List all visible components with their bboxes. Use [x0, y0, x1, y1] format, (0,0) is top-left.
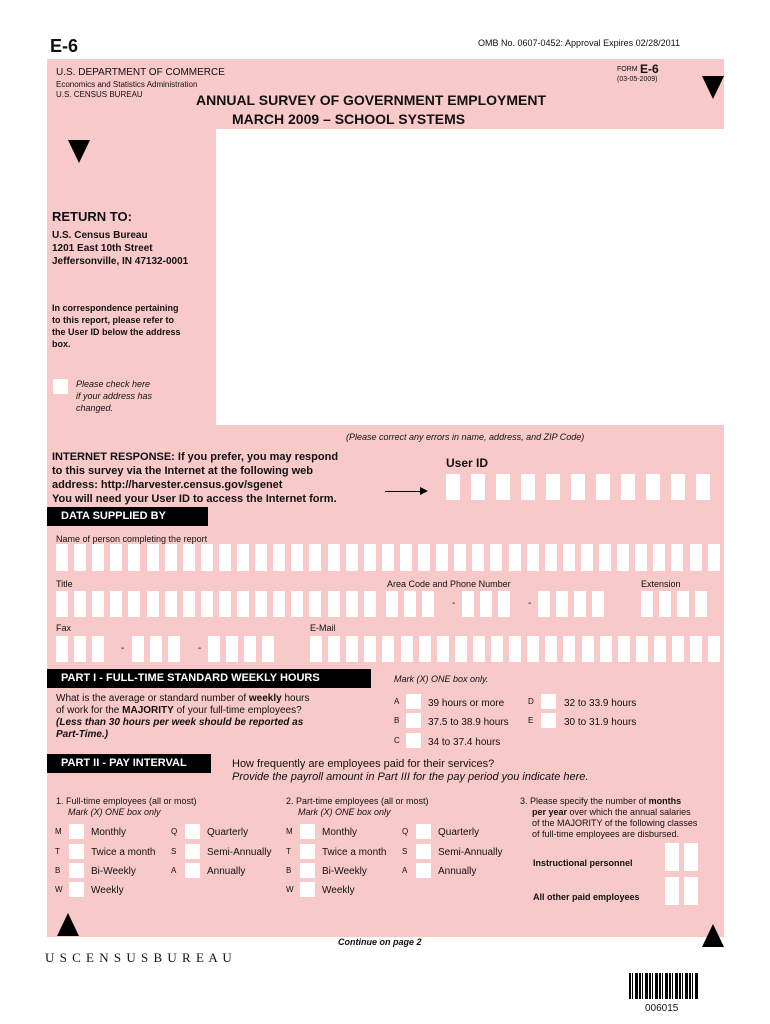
name-char-box[interactable]: [472, 544, 484, 571]
fulltime-quarterly-checkbox[interactable]: [185, 824, 200, 839]
fulltime-twice-a-month-checkbox[interactable]: [69, 844, 84, 859]
option-code: A: [394, 697, 400, 706]
title-char-box[interactable]: [309, 591, 321, 617]
hours-option-d-checkbox[interactable]: [541, 694, 556, 709]
pay-option-label: Quarterly: [438, 827, 480, 838]
user-id-char-box[interactable]: [646, 474, 660, 500]
pay-option-code: W: [286, 885, 294, 894]
name-char-box[interactable]: [237, 544, 249, 571]
name-char-box[interactable]: [653, 544, 665, 571]
fulltime-semi-annually-checkbox[interactable]: [185, 844, 200, 859]
name-char-box[interactable]: [563, 544, 575, 571]
name-char-box[interactable]: [671, 544, 683, 571]
email-char-box[interactable]: [672, 636, 684, 662]
title-char-box[interactable]: [273, 591, 285, 617]
instructional-months-digit-2[interactable]: [684, 843, 698, 871]
survey-title: ANNUAL SURVEY OF GOVERNMENT EMPLOYMENT: [196, 92, 547, 108]
correspondence-3: the User ID below the address: [52, 327, 181, 337]
user-id-char-box[interactable]: [521, 474, 535, 500]
col2-sub: Mark (X) ONE box only: [298, 807, 391, 817]
phone-char-box[interactable]: [592, 591, 604, 617]
user-id-label: User ID: [446, 456, 489, 470]
fulltime-monthly-checkbox[interactable]: [69, 824, 84, 839]
pay-option-code: S: [402, 847, 408, 856]
name-char-box[interactable]: [382, 544, 394, 571]
email-char-box[interactable]: [545, 636, 557, 662]
email-char-box[interactable]: [437, 636, 449, 662]
email-char-box[interactable]: [473, 636, 485, 662]
name-char-box[interactable]: [328, 544, 340, 571]
phone-char-box[interactable]: [480, 591, 492, 617]
phone-char-box[interactable]: [386, 591, 398, 617]
part2-question: How frequently are employees paid for their services?: [232, 758, 495, 770]
hours-option-b-checkbox[interactable]: [406, 713, 421, 728]
hours-option-label: 37.5 to 38.9 hours: [428, 717, 509, 728]
email-char-box[interactable]: [455, 636, 467, 662]
name-char-box[interactable]: [490, 544, 502, 571]
agency-esa: Economics and Statistics Administration: [56, 80, 198, 89]
email-char-box[interactable]: [346, 636, 358, 662]
name-char-box[interactable]: [165, 544, 177, 571]
name-char-box[interactable]: [219, 544, 231, 571]
extension-char-box[interactable]: [641, 591, 653, 617]
internet-line-2: to this survey via the Internet at the following web: [52, 465, 313, 477]
fax-char-box[interactable]: [74, 636, 86, 662]
name-char-box[interactable]: [201, 544, 213, 571]
other-months-digit-2[interactable]: [684, 877, 698, 905]
email-char-box[interactable]: [364, 636, 376, 662]
title-label: Title: [56, 579, 73, 589]
pay-option-code: Q: [402, 827, 409, 836]
correspondence-4: box.: [52, 339, 71, 349]
extension-char-box[interactable]: [677, 591, 689, 617]
phone-dash: -: [528, 598, 532, 609]
email-char-box[interactable]: [708, 636, 720, 662]
parttime-weekly-checkbox[interactable]: [300, 882, 315, 897]
correspondence-2: to this report, please refer to: [52, 315, 175, 325]
internet-line-1: INTERNET RESPONSE: If you prefer, you may respond: [52, 451, 339, 463]
data-supplied-heading: DATA SUPPLIED BY: [47, 507, 208, 526]
fax-char-box[interactable]: [56, 636, 68, 662]
pay-option-label: Twice a month: [322, 847, 387, 858]
col2-title: 2. Part-time employees (all or most): [286, 796, 429, 806]
title-char-box[interactable]: [56, 591, 68, 617]
title-char-box[interactable]: [255, 591, 267, 617]
email-char-box[interactable]: [328, 636, 340, 662]
name-char-box[interactable]: [454, 544, 466, 571]
form-code: E-6: [50, 36, 79, 56]
fax-char-box[interactable]: [132, 636, 144, 662]
fulltime-annually-checkbox[interactable]: [185, 863, 200, 878]
title-char-box[interactable]: [92, 591, 104, 617]
pay-option-code: M: [286, 827, 293, 836]
user-id-char-box[interactable]: [471, 474, 485, 500]
return-line-3: Jeffersonville, IN 47132-0001: [52, 256, 189, 267]
user-id-char-box[interactable]: [571, 474, 585, 500]
title-char-box[interactable]: [74, 591, 86, 617]
address-changed-checkbox[interactable]: [53, 379, 68, 394]
registration-arrow-icon: [68, 140, 90, 163]
email-char-box[interactable]: [527, 636, 539, 662]
continue-note: Continue on page 2: [338, 937, 422, 947]
parttime-bi-weekly-checkbox[interactable]: [300, 863, 315, 878]
name-char-box[interactable]: [291, 544, 303, 571]
phone-dash: -: [452, 598, 456, 609]
name-char-box[interactable]: [545, 544, 557, 571]
col3-line-1: 3. Please specify the number of months: [520, 796, 682, 806]
email-label: E-Mail: [310, 623, 336, 633]
pay-option-label: Bi-Weekly: [322, 866, 367, 877]
internet-line-4: You will need your User ID to access the Internet form.: [52, 493, 337, 505]
option-code: D: [528, 697, 534, 706]
name-char-box[interactable]: [581, 544, 593, 571]
col1-title: 1. Full-time employees (all or most): [56, 796, 197, 806]
user-id-char-box[interactable]: [546, 474, 560, 500]
name-char-box[interactable]: [617, 544, 629, 571]
pay-option-label: Weekly: [91, 885, 124, 896]
fax-char-box[interactable]: [262, 636, 274, 662]
email-char-box[interactable]: [563, 636, 575, 662]
name-char-box[interactable]: [92, 544, 104, 571]
pay-option-label: Monthly: [91, 827, 127, 838]
part1-question-2: of work for the MAJORITY of your full-time employees?: [56, 705, 302, 716]
registration-arrow-icon: [702, 76, 724, 99]
name-char-box[interactable]: [110, 544, 122, 571]
name-char-box[interactable]: [346, 544, 358, 571]
hours-option-label: 32 to 33.9 hours: [564, 698, 637, 709]
name-char-box[interactable]: [400, 544, 412, 571]
name-char-box[interactable]: [255, 544, 267, 571]
arrow-head-icon: [420, 487, 428, 495]
fax-char-box[interactable]: [226, 636, 238, 662]
title-char-box[interactable]: [291, 591, 303, 617]
user-id-char-box[interactable]: [671, 474, 685, 500]
option-code: B: [394, 716, 400, 725]
phone-char-box[interactable]: [462, 591, 474, 617]
title-char-box[interactable]: [128, 591, 140, 617]
hours-option-a-checkbox[interactable]: [406, 694, 421, 709]
internet-line-3: address: http://harvester.census.gov/sgenet: [52, 479, 283, 491]
address-change-3: changed.: [76, 403, 114, 413]
pay-option-code: Q: [171, 827, 178, 836]
registration-arrow-icon: [57, 913, 79, 936]
extension-label: Extension: [641, 579, 681, 589]
name-char-box[interactable]: [509, 544, 521, 571]
email-char-box[interactable]: [401, 636, 413, 662]
hours-option-e-checkbox[interactable]: [541, 713, 556, 728]
part1-question-1: What is the average or standard number of weekly hours: [56, 693, 310, 704]
phone-char-box[interactable]: [498, 591, 510, 617]
parttime-monthly-checkbox[interactable]: [300, 824, 315, 839]
hours-option-label: 34 to 37.4 hours: [428, 737, 501, 748]
pay-option-code: B: [55, 866, 61, 875]
parttime-quarterly-checkbox[interactable]: [416, 824, 431, 839]
name-char-box[interactable]: [708, 544, 720, 571]
fax-char-box[interactable]: [244, 636, 256, 662]
form-number: E-6: [640, 62, 659, 76]
address-window[interactable]: [216, 129, 724, 425]
fax-char-box[interactable]: [92, 636, 104, 662]
barcode-icon: [629, 973, 699, 999]
col3-line-2: per year over which the annual salaries: [532, 807, 691, 817]
hours-option-label: 30 to 31.9 hours: [564, 717, 637, 728]
option-code: E: [528, 716, 534, 725]
name-char-box[interactable]: [599, 544, 611, 571]
fax-char-box[interactable]: [208, 636, 220, 662]
pay-option-label: Twice a month: [91, 847, 156, 858]
agency-census: U.S. CENSUS BUREAU: [56, 90, 143, 99]
user-id-char-box[interactable]: [696, 474, 710, 500]
pay-option-label: Monthly: [322, 827, 358, 838]
fax-char-box[interactable]: [168, 636, 180, 662]
phone-char-box[interactable]: [574, 591, 586, 617]
name-char-box[interactable]: [527, 544, 539, 571]
col3-line-3: of the MAJORITY of the following classes: [532, 818, 698, 828]
agency-department: U.S. DEPARTMENT OF COMMERCE: [56, 67, 225, 78]
name-char-box[interactable]: [309, 544, 321, 571]
survey-subtitle: MARCH 2009 – SCHOOL SYSTEMS: [232, 111, 466, 127]
instructional-label: Instructional personnel: [533, 858, 633, 868]
title-char-box[interactable]: [364, 591, 376, 617]
col3-line-4: of full-time employees are disbursed.: [532, 829, 680, 839]
fax-dash: -: [121, 643, 125, 654]
name-char-box[interactable]: [183, 544, 195, 571]
name-char-box[interactable]: [635, 544, 647, 571]
col1-sub: Mark (X) ONE box only: [68, 807, 161, 817]
fulltime-weekly-checkbox[interactable]: [69, 882, 84, 897]
email-char-box[interactable]: [690, 636, 702, 662]
phone-char-box[interactable]: [556, 591, 568, 617]
fax-char-box[interactable]: [150, 636, 162, 662]
name-char-box[interactable]: [418, 544, 430, 571]
extension-char-box[interactable]: [659, 591, 671, 617]
bureau-wordmark: U S C E N S U S B U R E A U: [45, 950, 233, 965]
pay-option-code: W: [55, 885, 63, 894]
user-id-char-box[interactable]: [621, 474, 635, 500]
fax-label: Fax: [56, 623, 72, 633]
pay-option-code: A: [171, 866, 177, 875]
part1-mark: Mark (X) ONE box only.: [394, 674, 489, 684]
fax-dash: -: [198, 643, 202, 654]
email-char-box[interactable]: [654, 636, 666, 662]
pay-option-code: T: [286, 847, 291, 856]
pay-option-label: Bi-Weekly: [91, 866, 136, 877]
email-char-box[interactable]: [582, 636, 594, 662]
name-char-box[interactable]: [273, 544, 285, 571]
user-id-char-box[interactable]: [596, 474, 610, 500]
pay-option-label: Semi-Annually: [438, 847, 503, 858]
name-char-box[interactable]: [690, 544, 702, 571]
parttime-annually-checkbox[interactable]: [416, 863, 431, 878]
pay-option-code: M: [55, 827, 62, 836]
email-char-box[interactable]: [636, 636, 648, 662]
extension-char-box[interactable]: [695, 591, 707, 617]
omb-number: OMB No. 0607-0452: Approval Expires 02/28/2011: [478, 38, 680, 48]
title-char-box[interactable]: [328, 591, 340, 617]
part2-instruction: Provide the payroll amount in Part III for the pay period you indicate here.: [232, 771, 589, 783]
name-char-box[interactable]: [436, 544, 448, 571]
title-char-box[interactable]: [147, 591, 159, 617]
title-char-box[interactable]: [201, 591, 213, 617]
part2-heading: PART II - PAY INTERVAL: [47, 754, 211, 773]
name-label: Name of person completing the report: [56, 534, 208, 544]
name-char-box[interactable]: [364, 544, 376, 571]
user-id-char-box[interactable]: [446, 474, 460, 500]
pay-option-label: Weekly: [322, 885, 355, 896]
correspondence-1: In correspondence pertaining: [52, 303, 179, 313]
pay-option-label: Annually: [438, 866, 477, 877]
pay-option-code: S: [171, 847, 177, 856]
address-change-1: Please check here: [76, 379, 151, 389]
name-char-box[interactable]: [147, 544, 159, 571]
other-paid-label: All other paid employees: [533, 892, 640, 902]
other-months-digit-1[interactable]: [665, 877, 679, 905]
title-char-box[interactable]: [346, 591, 358, 617]
title-char-box[interactable]: [165, 591, 177, 617]
email-char-box[interactable]: [310, 636, 322, 662]
pay-option-code: B: [286, 866, 292, 875]
name-char-box[interactable]: [128, 544, 140, 571]
email-char-box[interactable]: [491, 636, 503, 662]
title-char-box[interactable]: [183, 591, 195, 617]
user-id-char-box[interactable]: [496, 474, 510, 500]
name-char-box[interactable]: [56, 544, 68, 571]
email-char-box[interactable]: [382, 636, 394, 662]
pay-option-code: T: [55, 847, 60, 856]
address-change-2: if your address has: [76, 391, 153, 401]
instructional-months-digit-1[interactable]: [665, 843, 679, 871]
phone-char-box[interactable]: [422, 591, 434, 617]
arrow-icon: [385, 491, 425, 492]
return-line-2: 1201 East 10th Street: [52, 243, 153, 254]
part1-heading: PART I - FULL-TIME STANDARD WEEKLY HOURS: [47, 669, 371, 688]
hours-option-label: 39 hours or more: [428, 698, 505, 709]
email-char-box[interactable]: [600, 636, 612, 662]
barcode-number: 006015: [645, 1003, 679, 1014]
title-char-box[interactable]: [219, 591, 231, 617]
title-char-box[interactable]: [237, 591, 249, 617]
title-char-box[interactable]: [110, 591, 122, 617]
pay-option-label: Annually: [207, 866, 246, 877]
phone-char-box[interactable]: [404, 591, 416, 617]
phone-char-box[interactable]: [538, 591, 550, 617]
correct-errors-note: (Please correct any errors in name, address, and ZIP Code): [346, 432, 585, 442]
part1-note-1: (Less than 30 hours per week should be reported as: [56, 717, 304, 728]
option-code: C: [394, 736, 400, 745]
pay-option-label: Semi-Annually: [207, 847, 272, 858]
hours-option-c-checkbox[interactable]: [406, 733, 421, 748]
parttime-semi-annually-checkbox[interactable]: [416, 844, 431, 859]
pay-option-code: A: [402, 866, 408, 875]
return-line-1: U.S. Census Bureau: [52, 230, 148, 241]
fulltime-bi-weekly-checkbox[interactable]: [69, 863, 84, 878]
email-char-box[interactable]: [509, 636, 521, 662]
parttime-twice-a-month-checkbox[interactable]: [300, 844, 315, 859]
part1-note-2: Part-Time.): [56, 729, 109, 740]
form-label: FORM: [617, 66, 638, 73]
email-char-box[interactable]: [618, 636, 630, 662]
name-char-box[interactable]: [74, 544, 86, 571]
return-to-heading: RETURN TO:: [52, 209, 132, 224]
registration-arrow-icon: [702, 924, 724, 947]
email-char-box[interactable]: [419, 636, 431, 662]
form-date: (03-05-2009): [617, 76, 658, 83]
pay-option-label: Quarterly: [207, 827, 249, 838]
phone-label: Area Code and Phone Number: [387, 579, 511, 589]
